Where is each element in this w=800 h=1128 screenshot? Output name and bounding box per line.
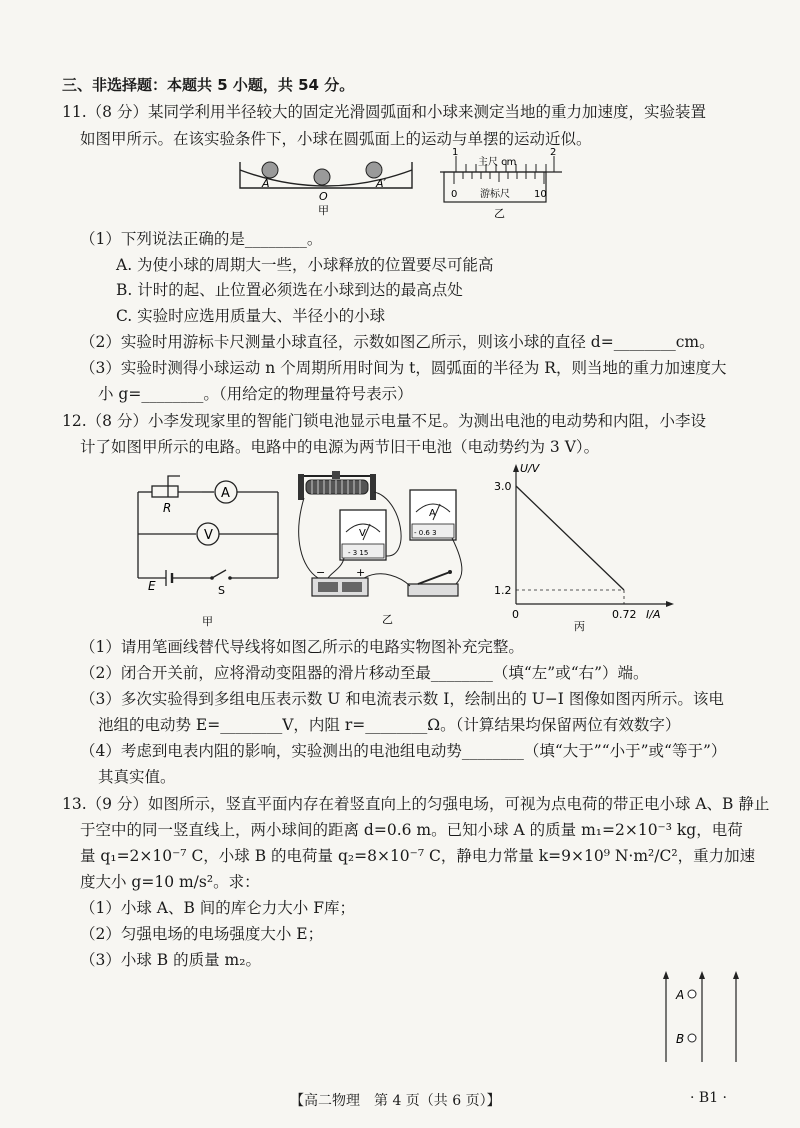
ball-B-label: B [676,1032,685,1046]
y-tick-bottom: 1.2 [494,584,512,597]
footer-code: · B1 · [690,1090,727,1106]
q11-part3-line1: （3）实验时测得小球运动 n 个周期所用时间为 t，圆弧面的半径为 R，则当地的重力加速度大 [80,359,727,377]
ball-A-label: A [676,988,685,1002]
svg-text:A: A [429,508,436,519]
svg-text:游标尺: 游标尺 [480,189,510,200]
q12-text-line1: 12.（8 分）小李发现家里的智能门锁电池显示电量不足。为测出电池的电动势和内阻，小李设 [62,412,706,430]
q11-part3-line2: 小 g=________。（用给定的物理量符号表示） [98,385,413,403]
svg-text:E: E [148,579,156,593]
q11-figure-yi-caliper [436,146,566,222]
q12-text-line2: 计了如图甲所示的电路。电路中的电源为两节旧干电池（电动势约为 3 V）。 [80,438,600,456]
q13-text-line3: 量 q₁=2×10⁻⁷ C，小球 B 的电荷量 q₂=8×10⁻⁷ C，静电力常量 k=9×10⁹ N·m²/C²，重力加速 [80,847,756,865]
q13-part2: （2）匀强电场的电场强度大小 E； [80,925,324,943]
svg-text:主尺 cm: 主尺 cm [478,157,517,168]
svg-text:+: + [356,566,366,579]
fig-jia-caption: 甲 [202,615,213,628]
ammeter-symbol: A [221,486,230,501]
svg-text:1: 1 [452,147,459,158]
svg-text:0: 0 [451,189,458,200]
q11-text-line2: 如图甲所示。在该实验条件下，小球在圆弧面上的运动与单摆的运动近似。 [80,130,592,148]
q13-text-line2: 于空中的同一竖直线上，两小球间的距离 d=0.6 m。已知小球 A 的质量 m₁=2×10⁻³ kg，电荷 [80,821,743,839]
fig-yi-caption: 乙 [382,613,393,626]
voltmeter-symbol: V [204,528,213,543]
svg-text:2: 2 [550,147,557,158]
svg-text:S: S [218,584,225,597]
switch [408,570,458,596]
label-O: O [319,190,328,203]
q12-part3-line2: 池组的电动势 E=________V，内阻 r=________Ω。（计算结果均保留两位有效数字） [98,716,681,734]
fig-jia-caption: 甲 [318,204,329,217]
q11-option-C: C. 实验时应选用质量大、半径小的小球 [116,307,386,325]
q12-part4-line2: 其真实值。 [98,768,176,786]
rheostat [298,471,376,500]
svg-text:- 3 15: - 3 15 [348,549,369,557]
q12-part2: （2）闭合开关前，应将滑动变阻器的滑片移动至最________（填“左”或“右”）端。 [80,664,649,682]
q11-option-A: A. 为使小球的周期大一些，小球释放的位置要尽可能高 [116,256,494,274]
q12-part4-line1: （4）考虑到电表内阻的影响，实验测出的电池组电动势________（填“大于”“小于”或“等于”） [80,742,727,760]
svg-text:R: R [163,501,172,515]
label-A: A [262,177,270,190]
x-axis-label: I/A [646,608,661,621]
q12-physical-circuit [292,468,482,630]
q13-part3: （3）小球 B 的质量 m₂。 [80,951,261,969]
q13-text-line1: 13.（9 分）如图所示，竖直平面内存在着竖直向上的匀强电场，可视为点电荷的带正电小球 A、B 静止 [62,795,770,813]
svg-text:−: − [316,566,326,579]
q13-part1: （1）小球 A、B 间的库仑力大小 F库； [80,899,355,917]
q13-text-line4: 度大小 g=10 m/s²。求： [80,873,260,891]
svg-text:- 0.6 3: - 0.6 3 [414,529,437,537]
q12-circuit-diagram [130,470,290,630]
label-A-prime: A′ [376,177,387,190]
q11-option-B: B. 计时的起、止位置必须选在小球到达的最高点处 [116,281,463,299]
svg-text:V: V [359,528,366,539]
ammeter [410,490,456,540]
q11-part1: （1）下列说法正确的是________。 [80,230,323,248]
y-tick-top: 3.0 [494,480,512,493]
section-title: 三、非选择题：本题共 5 小题，共 54 分。 [62,76,355,94]
q13-field-figure [656,968,746,1064]
q12-part3-line1: （3）多次实验得到多组电压表示数 U 和电流表示数 I，绘制出的 U−I 图像如图丙所示。该电 [80,690,724,708]
footer-page-info: 【高二物理 第 4 页（共 6 页）】 [290,1093,501,1109]
q11-part2: （2）实验时用游标卡尺测量小球直径，示数如图乙所示，则该小球的直径 d=________cm。 [80,333,715,351]
origin-label: 0 [512,608,519,621]
fig-bing-caption: 丙 [574,620,585,632]
svg-text:10: 10 [534,189,547,200]
fig-yi-caption: 乙 [494,207,505,220]
q11-figure-jia [236,156,416,218]
q12-part1: （1）请用笔画线替代导线将如图乙所示的电路实物图补充完整。 [80,638,524,656]
battery-box [312,566,368,596]
x-tick-end: 0.72 [612,608,637,621]
UI-line [516,486,624,590]
voltmeter [340,510,386,560]
q12-UI-graph [490,460,680,632]
vernier-ticks [454,172,544,184]
y-axis-label: U/V [520,462,540,475]
q11-text-line1: 11.（8 分）某同学利用半径较大的固定光滑圆弧面和小球来测定当地的重力加速度，实验装置 [62,103,706,121]
